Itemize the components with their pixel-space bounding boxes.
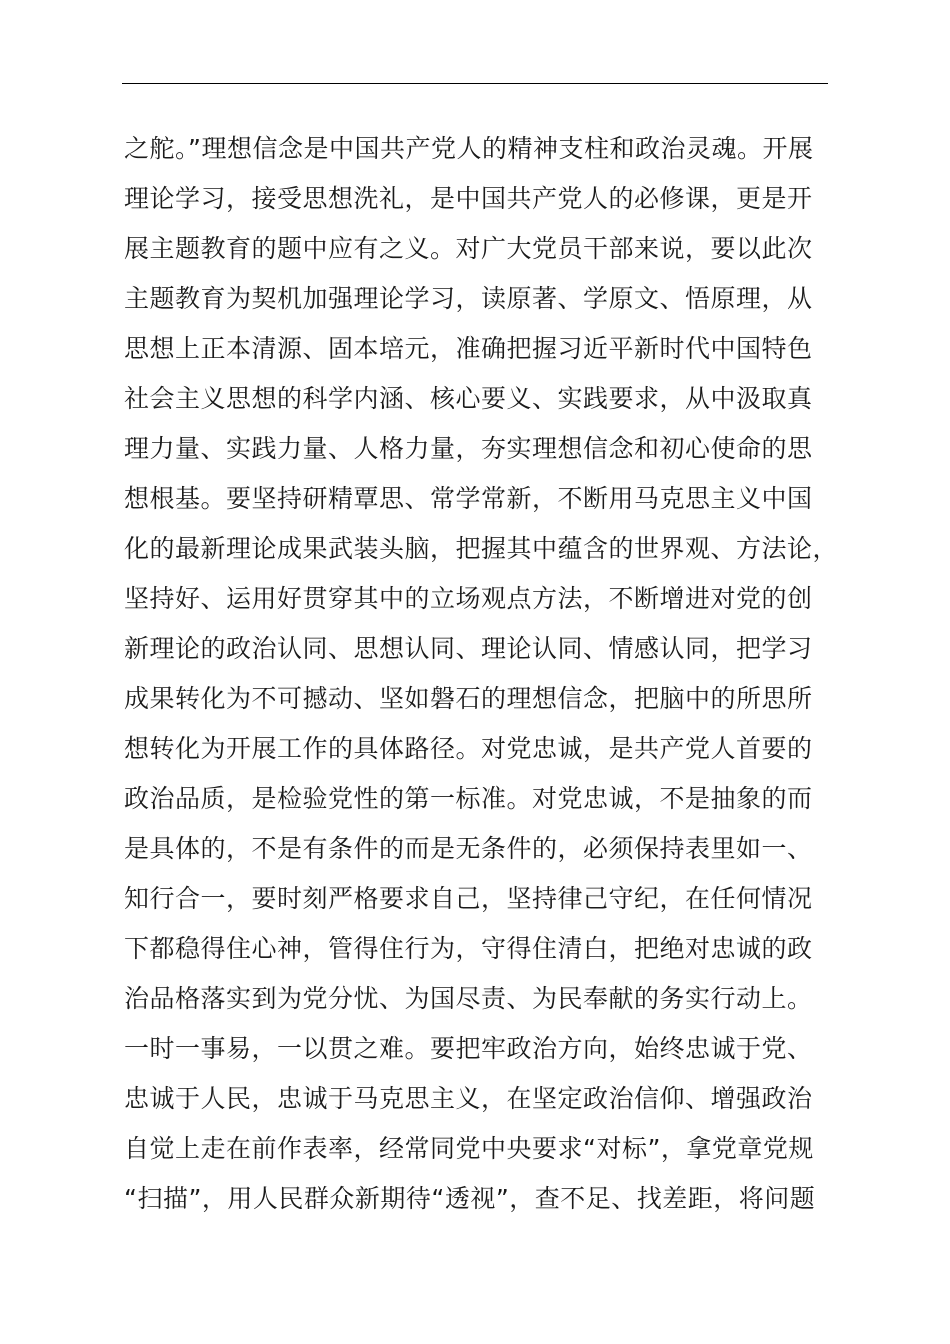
- text-line: 理力量、实践力量、人格力量，夯实理想信念和初心使命的思: [124, 434, 813, 463]
- text-line: 想转化为开展工作的具体路径。对党忠诚，是共产党人首要的: [124, 734, 813, 763]
- text-line: 社会主义思想的科学内涵、核心要义、实践要求，从中汲取真: [124, 384, 813, 413]
- text-line: “扫描”，用人民群众新期待“透视”，查不足、找差距，将问题: [124, 1184, 816, 1213]
- text-line: 知行合一，要时刻严格要求自己，坚持律己守纪，在任何情况: [124, 884, 813, 913]
- text-line: 之舵。”理想信念是中国共产党人的精神支柱和政治灵魂。开展: [124, 134, 814, 163]
- text-line: 成果转化为不可撼动、坚如磐石的理想信念，把脑中的所思所: [124, 684, 813, 713]
- text-line: 新理论的政治认同、思想认同、理论认同、情感认同，把学习: [124, 634, 813, 663]
- header-rule: [122, 83, 828, 84]
- body-text: [124, 124, 844, 1224]
- text-line: 坚持好、运用好贯穿其中的立场观点方法，不断增进对党的创: [124, 584, 813, 613]
- text-line: 思想上正本清源、固本培元，准确把握习近平新时代中国特色: [124, 334, 813, 363]
- text-line: 下都稳得住心神，管得住行为，守得住清白，把绝对忠诚的政: [124, 934, 813, 963]
- text-line: 理论学习，接受思想洗礼，是中国共产党人的必修课，更是开: [124, 184, 813, 213]
- text-line: 展主题教育的题中应有之义。对广大党员干部来说，要以此次: [124, 234, 813, 263]
- text-line: 一时一事易，一以贯之难。要把牢政治方向，始终忠诚于党、: [124, 1034, 813, 1063]
- text-line: 政治品质，是检验党性的第一标准。对党忠诚，不是抽象的而: [124, 784, 813, 813]
- text-line: 治品格落实到为党分忧、为国尽责、为民奉献的务实行动上。: [124, 984, 813, 1013]
- text-line: 化的最新理论成果武装头脑，把握其中蕴含的世界观、方法论，: [124, 534, 839, 563]
- text-line: 自觉上走在前作表率，经常同党中央要求“对标”，拿党章党规: [124, 1134, 814, 1163]
- text-line: 主题教育为契机加强理论学习，读原著、学原文、悟原理，从: [124, 284, 813, 313]
- text-line: 忠诚于人民，忠诚于马克思主义，在坚定政治信仰、增强政治: [124, 1084, 813, 1113]
- text-line: 是具体的，不是有条件的而是无条件的，必须保持表里如一、: [124, 834, 813, 863]
- text-line: 想根基。要坚持研精覃思、常学常新，不断用马克思主义中国: [124, 484, 813, 513]
